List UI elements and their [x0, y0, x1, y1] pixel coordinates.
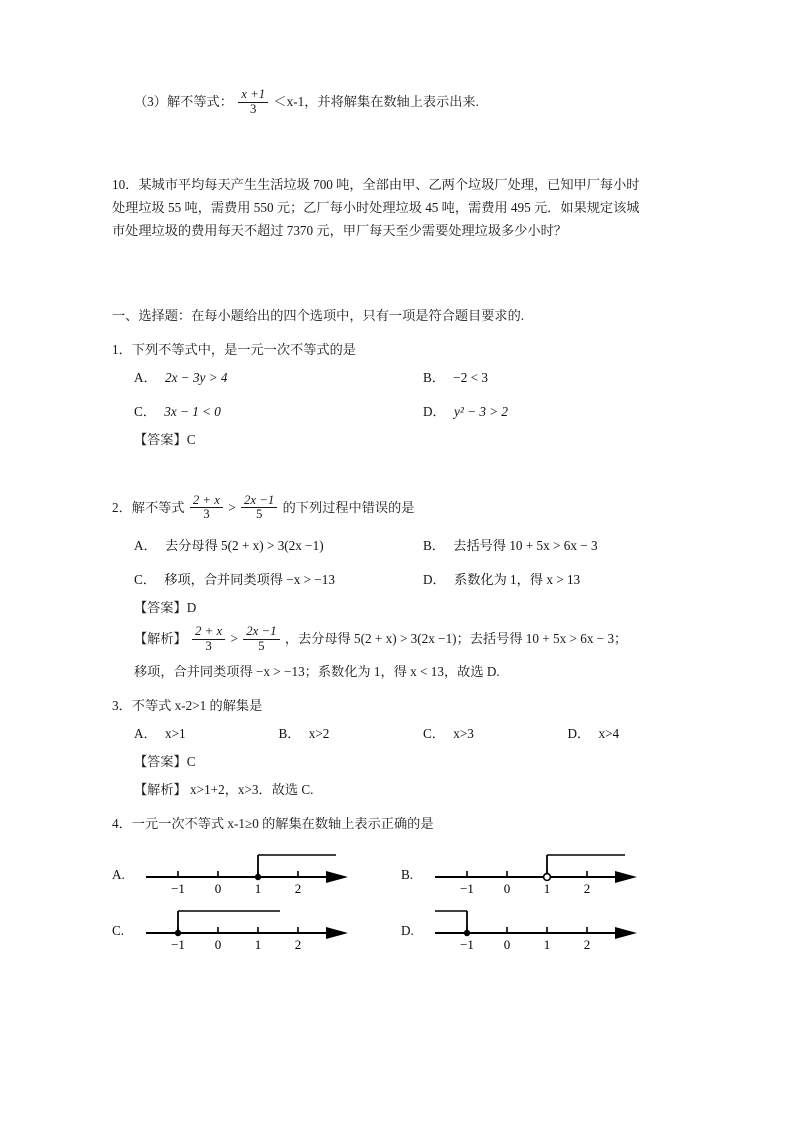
- option-B[interactable]: [423, 367, 712, 388]
- question-3-partial: [112, 88, 690, 117]
- option-D-label: D．: [423, 572, 446, 588]
- svg-text:2: 2: [583, 880, 591, 896]
- answer-label: 【答案】: [134, 600, 187, 616]
- answer-label: 【答案】: [134, 431, 187, 447]
- option-C-label: C.: [112, 922, 125, 938]
- svg-text:0: 0: [214, 936, 222, 952]
- question-2-analysis-line-2: 移项，合并同类项得 −x > −13；系数化为 1，得 x < 13，故选 D.: [134, 663, 500, 679]
- svg-text:0: 0: [503, 880, 511, 896]
- analysis-relation: >: [230, 631, 238, 647]
- analysis-text: x>1+2，x>3．故选 C.: [190, 781, 314, 797]
- q2-fraction-right: [241, 494, 277, 523]
- page-content: [112, 88, 690, 953]
- fraction-numerator: 2 + x: [192, 492, 220, 507]
- svg-text:−1: −1: [460, 880, 474, 896]
- svg-text:2: 2: [583, 936, 591, 952]
- fraction-denominator: 5: [241, 507, 277, 522]
- question-1-options-row-2: [112, 401, 712, 422]
- option-A-label: A.: [112, 866, 125, 882]
- option-D[interactable]: [568, 723, 713, 744]
- option-D[interactable]: [423, 569, 712, 590]
- question-2-options-row-2: [112, 569, 712, 590]
- option-D-label: D．: [423, 403, 446, 419]
- fraction-numerator: x +1: [241, 87, 266, 101]
- question-1-options-row-1: [112, 367, 712, 388]
- option-C[interactable]: [112, 897, 401, 953]
- svg-text:0: 0: [503, 936, 511, 952]
- question-4-options: [112, 841, 690, 953]
- question-2-answer: [112, 597, 690, 618]
- answer-label: 【答案】: [134, 753, 187, 769]
- fraction-numerator: 2x −1: [246, 624, 277, 639]
- option-C-label: C．: [134, 403, 156, 419]
- option-C-expression: 3x − 1 < 0: [164, 403, 221, 419]
- option-A-text: 去分母得 5(2 + x) > 3(2x −1): [165, 538, 324, 554]
- svg-text:−1: −1: [460, 936, 474, 952]
- option-B-text: x>2: [308, 725, 330, 741]
- option-A-text: x>1: [165, 725, 186, 741]
- q2-relation: >: [228, 499, 236, 515]
- analysis-fraction-right: [243, 625, 279, 654]
- answer-value: C: [186, 753, 196, 769]
- analysis-mid-text: ，去分母得 5(2 + x) > 3(2x −1)；去括号得 10 + 5x > 6x − 3；: [284, 631, 628, 647]
- number-line-B: [429, 847, 649, 897]
- option-C[interactable]: [134, 569, 423, 590]
- svg-text:1: 1: [254, 936, 262, 952]
- question-1-answer: [112, 429, 690, 450]
- question-3-answer: [112, 751, 690, 772]
- question-1-stem: 1．下列不等式中，是一元一次不等式的是: [112, 341, 356, 357]
- answer-value: D: [186, 600, 197, 616]
- option-B[interactable]: [401, 841, 690, 897]
- fraction-denominator: 5: [243, 639, 279, 654]
- q3-partial-suffix: ＜x-1，并将解集在数轴上表示出来.: [273, 93, 479, 109]
- option-D-expression: y² − 3 > 2: [454, 403, 508, 419]
- option-C-label: C．: [134, 572, 156, 588]
- q10-line-1: 10．某城市平均每天产生生活垃圾 700 吨，全部由甲、乙两个垃圾厂处理，已知甲厂每小时: [112, 176, 640, 192]
- question-3-stem: 3．不等式 x-2>1 的解集是: [112, 697, 263, 713]
- q10-line-3: 市处理垃圾的费用每天不超过 7370 元，甲厂每天至少需要处理垃圾多少小时？: [112, 222, 567, 238]
- svg-text:−1: −1: [171, 936, 185, 952]
- option-B-text: 去括号得 10 + 5x > 6x − 3: [453, 538, 598, 554]
- question-2-stem: [112, 494, 690, 523]
- option-A[interactable]: [112, 841, 401, 897]
- q3-partial-fraction: [238, 88, 268, 117]
- fraction-denominator: 3: [190, 507, 223, 522]
- svg-text:0: 0: [214, 880, 222, 896]
- option-B-expression: −2 < 3: [453, 369, 488, 385]
- option-A-label: A．: [134, 369, 157, 385]
- question-2-analysis-line-1: [112, 625, 690, 654]
- svg-text:2: 2: [294, 880, 302, 896]
- option-C-label: C．: [423, 725, 445, 741]
- section-heading: 一、选择题：在每小题给出的四个选项中，只有一项是符合题目要求的.: [112, 307, 525, 323]
- analysis-fraction-left: [192, 625, 225, 654]
- option-B-label: B.: [401, 866, 414, 882]
- fraction-numerator: 2 + x: [195, 624, 223, 639]
- option-A-expression: 2x − 3y > 4: [165, 369, 228, 385]
- question-2-options-row-1: [112, 535, 712, 556]
- option-D-text: 系数化为 1，得 x > 13: [454, 572, 581, 588]
- option-C-text: x>3: [453, 725, 474, 741]
- answer-value: C: [186, 431, 196, 447]
- option-D-label: D.: [401, 922, 414, 938]
- number-line-A: [140, 847, 360, 897]
- q3-partial-prefix: （3）解不等式：: [134, 93, 233, 109]
- fraction-numerator: 2x −1: [243, 492, 275, 507]
- analysis-label: 【解析】: [134, 781, 187, 797]
- option-B-label: B．: [423, 538, 445, 554]
- svg-text:1: 1: [543, 880, 551, 896]
- fraction-denominator: 3: [238, 102, 268, 117]
- svg-text:1: 1: [254, 880, 262, 896]
- option-D[interactable]: [401, 897, 690, 953]
- question-10: [112, 173, 690, 242]
- q2-fraction-left: [190, 494, 223, 523]
- fraction-denominator: 3: [192, 639, 225, 654]
- svg-text:−1: −1: [171, 880, 185, 896]
- option-A[interactable]: [134, 723, 279, 744]
- svg-text:1: 1: [543, 936, 551, 952]
- option-D-label: D．: [567, 725, 591, 741]
- option-C[interactable]: [134, 401, 423, 422]
- analysis-label: 【解析】: [134, 631, 187, 647]
- option-A[interactable]: [134, 367, 423, 388]
- option-B-label: B．: [423, 369, 445, 385]
- number-line-C: [140, 903, 360, 953]
- q2-stem-pre: 2．解不等式: [112, 499, 185, 515]
- question-4-stem: 4．一元一次不等式 x-1≥0 的解集在数轴上表示正确的是: [112, 815, 434, 831]
- option-C[interactable]: [423, 723, 568, 744]
- question-3-analysis: [112, 779, 690, 800]
- q10-line-2: 处理垃圾 55 吨，需费用 550 元；乙厂每小时处理垃圾 45 吨，需费用 495 元．如果规定该城: [112, 199, 640, 215]
- svg-text:2: 2: [294, 936, 302, 952]
- number-line-D: [429, 903, 649, 953]
- q2-stem-post: 的下列过程中错误的是: [282, 499, 415, 515]
- option-C-text: 移项，合并同类项得 −x > −13: [164, 572, 335, 588]
- question-3-options: [112, 723, 712, 744]
- option-B-label: B．: [278, 725, 301, 741]
- option-D-text: x>4: [598, 725, 620, 741]
- option-D[interactable]: [423, 401, 712, 422]
- option-A[interactable]: [134, 535, 423, 556]
- option-B[interactable]: [423, 535, 712, 556]
- option-A-label: A．: [134, 538, 157, 554]
- option-B[interactable]: [279, 723, 424, 744]
- option-A-label: A．: [134, 725, 157, 741]
